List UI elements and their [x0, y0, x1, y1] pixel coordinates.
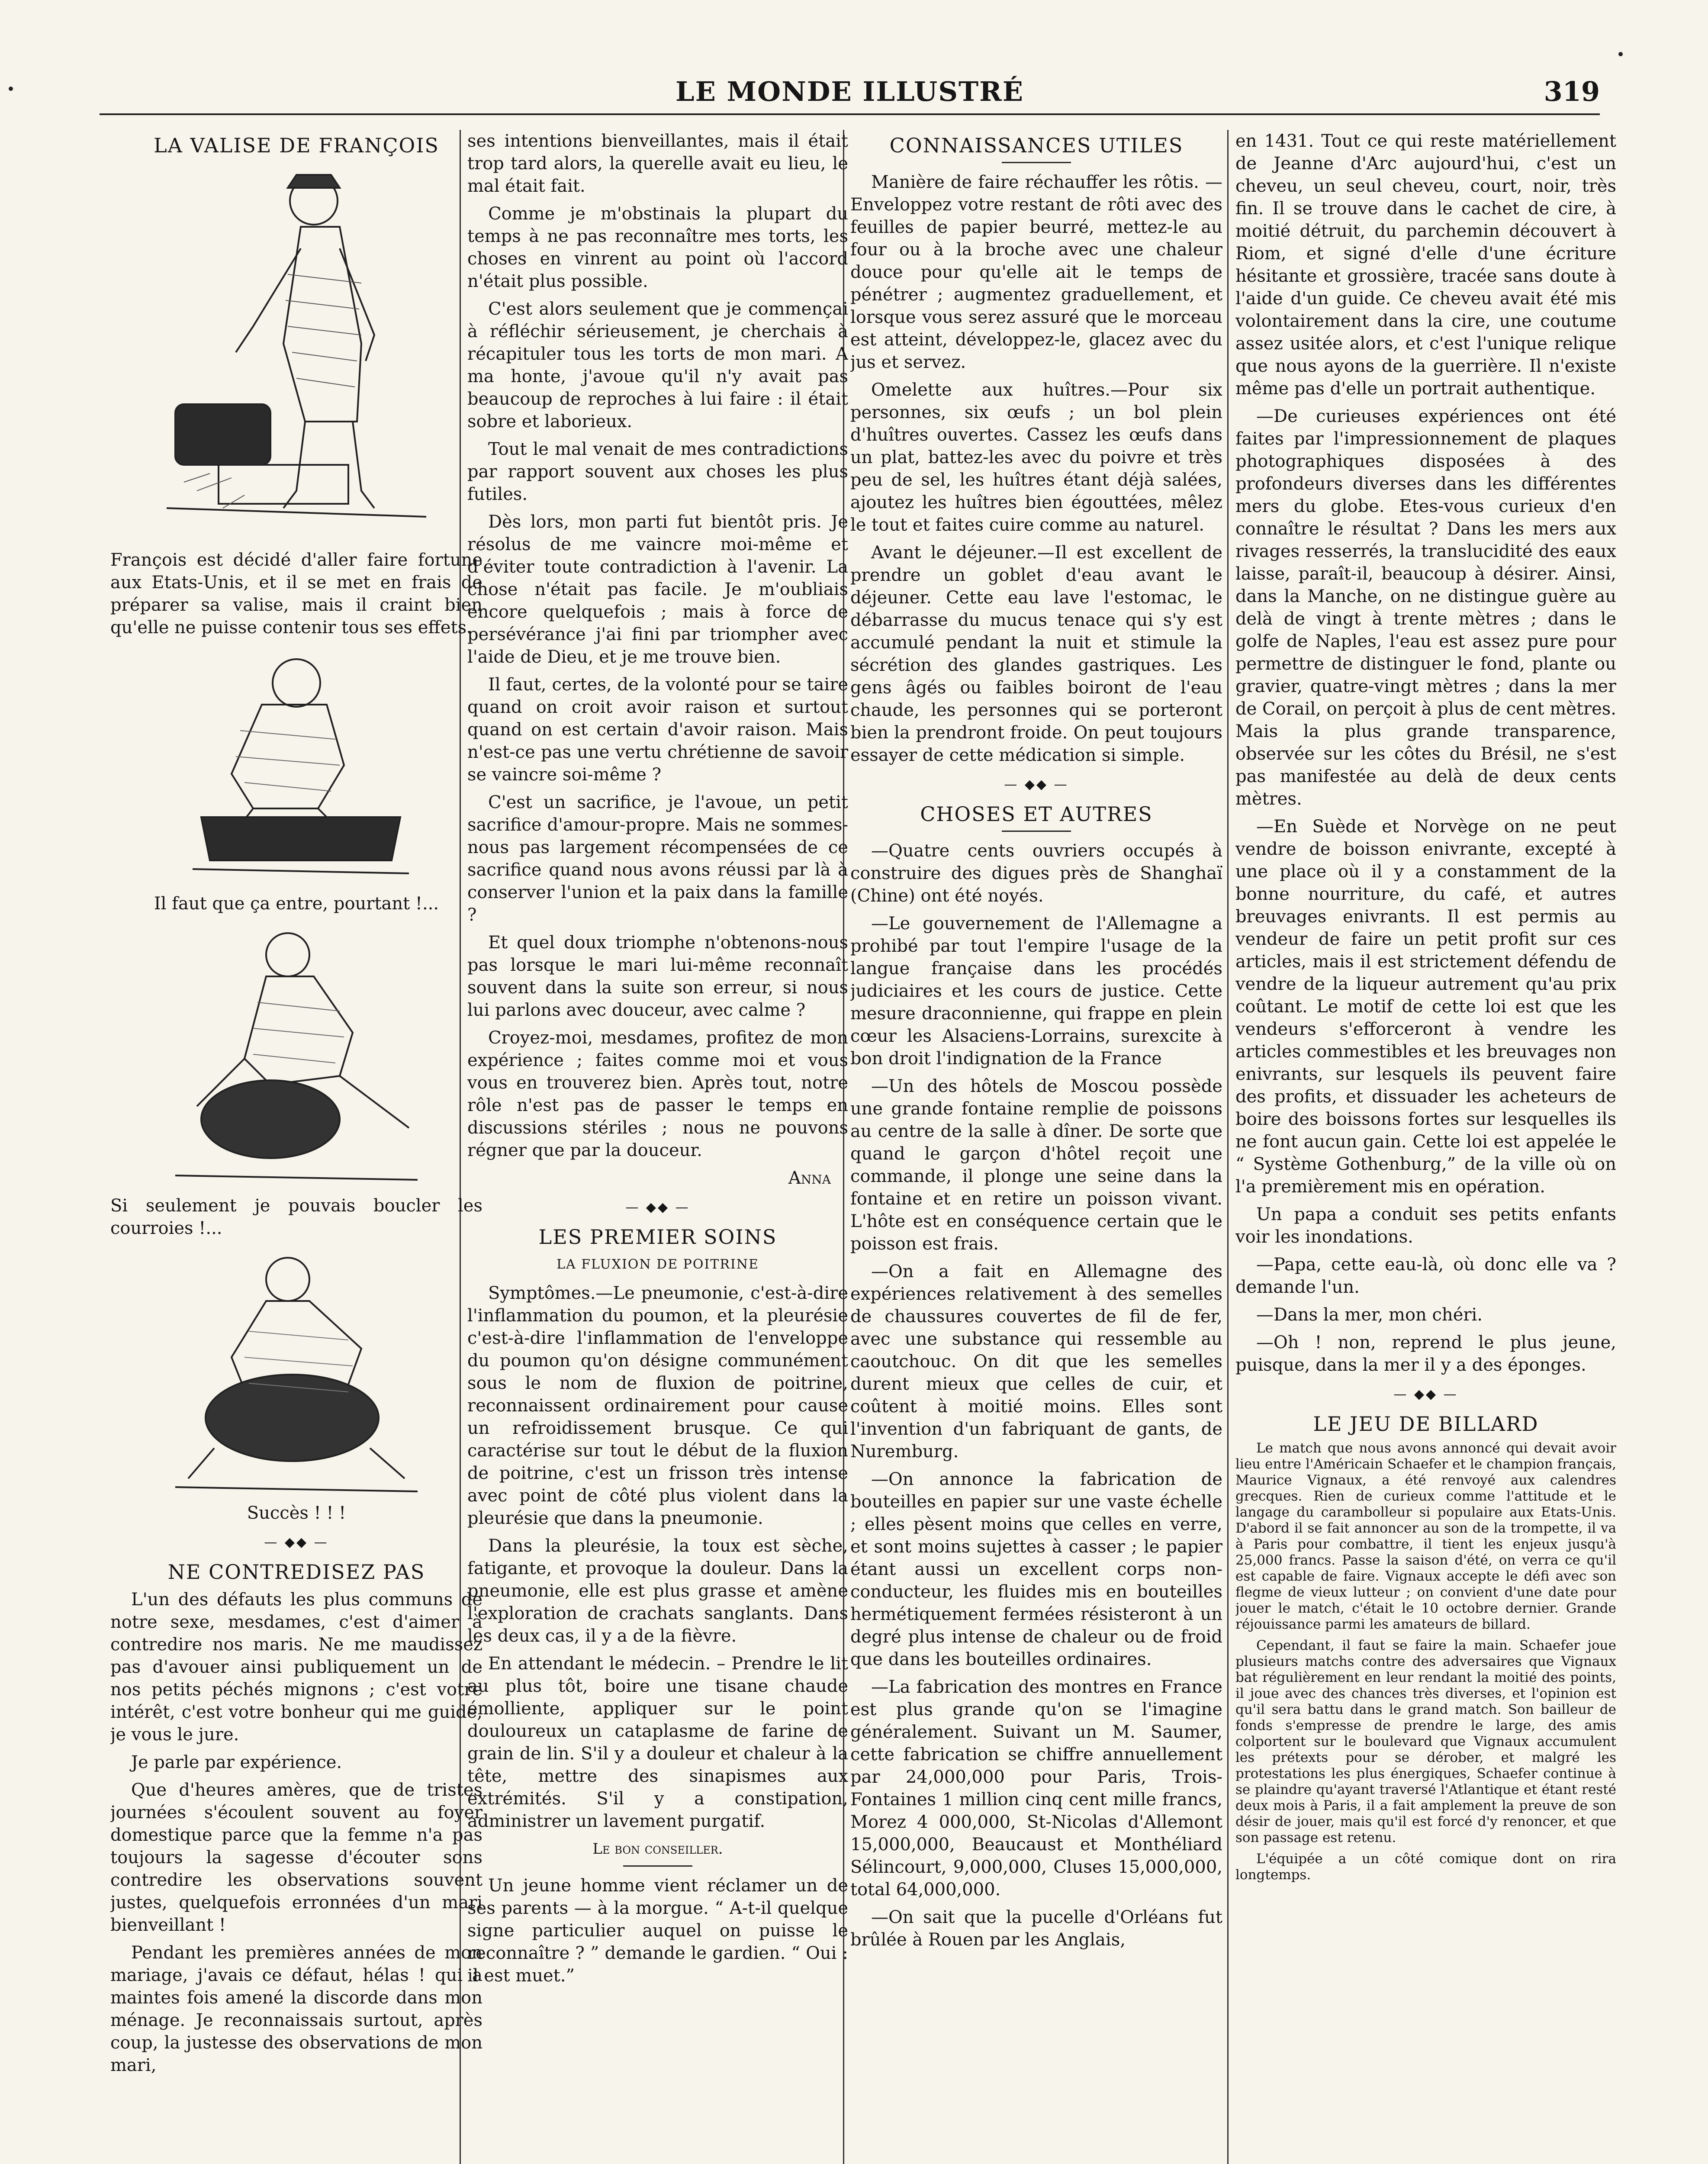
paragraph: en 1431. Tout ce qui reste matériellement de Jeanne d'Arc aujourd'hui, c'est un cheveu, un seul cheveu, court, noir, très fin. Il se trouve dans le cachet de cire, à moitié détruit, du parchemin découvert à Riom, et signé d'elle d'une écriture hésitante et grossière, tracée sans doute à l'aide d'un guide. Ce cheveu avait été mis volontairement dans la cire, une coutume assez usitée alors, et c'est l'unique relique que nous ayons de la guerrière. Il n'existe même pas d'elle un portrait authentique. [1235, 131, 1616, 399]
signature: Anna [788, 1168, 831, 1188]
paragraph: —De curieuses expériences ont été faites par l'impressionnement de plaques photographiques disposées à des profondeurs diverses dans les différentes mers du globe. Etes-vous curieux d'en connaître le résultat ? Dans les mers aux rivages resserrés, la translucidité des eaux laisse, paraît-il, beaucoup à désirer. Ainsi, dans la Manche, on ne distingue guère au delà de vingt à trente mètres ; dans le golfe de Naples, l'eau est assez pure pour permettre de distinguer le fond, plante ou gravier, quatre-vingt mètres ; dans la mer de Corail, on perçoit à plus de cent mètres. Mais la plus grande transparence, observée sur les côtes du Brésil, ne s'est pas manifestée au delà de deux cents mètres. [1235, 406, 1616, 809]
paragraph: L'équipée a un côté comique dont on rira longtemps. [1235, 1851, 1616, 1883]
paragraph: Omelette aux huîtres.—Pour six personnes, six œufs ; un bol plein d'huîtres ouvertes. Cassez les œufs dans un plat, battez-les avec du poivre et très peu de sel, les huîtres étant déjà salées, ajoutez les huîtres bien égouttées, mêlez le tout et faites cuire comme au naturel. [850, 380, 1222, 535]
paragraph: Croyez-moi, mesdames, profitez de mon expérience ; faites comme moi et vous vous en trouverez bien. Après tout, notre rôle n'est pas de passer le temps en discussions stériles ; nous ne pouvons régner que par la douceur. [467, 1028, 848, 1160]
divider [623, 1865, 692, 1867]
column-3 [850, 130, 1222, 2164]
paragraph: —On annonce la fabrication de bouteilles en papier sur une vaste échelle ; elles pèsent moins que celles en verre, et sont moins sujettes à casser ; le papier étant aussi un excellent corps non-conducteur, les fluides mis en bouteilles hermétiquement fermées résisteront à un degré plus intense de chaleur ou de froid que dans les bouteilles ordinaires. [850, 1469, 1222, 1669]
paragraph: Manière de faire réchauffer les rôtis. —Enveloppez votre restant de rôti avec des feuilles de papier beurré, mettez-le au four ou à la broche avec une chaleur douce pour qu'elle ait le temps de pénétrer ; augmentez graduellement, et lorsque vous serez assuré que le morceau est atteint, développez-le, glacez avec du jus et servez. [850, 172, 1222, 372]
divider [1002, 831, 1071, 832]
newspaper-title: LE MONDE ILLUSTRÉ [675, 76, 1024, 107]
caption-3: Si seulement je pouvais boucler les courroies !... [110, 1196, 482, 1238]
paragraph: —Papa, cette eau-là, où donc elle va ? demande l'un. [1235, 1255, 1616, 1297]
paragraph: Je parle par expérience. [131, 1752, 342, 1772]
signature: Le bon conseiller. [592, 1840, 723, 1858]
caption-4: Succès ! ! ! [247, 1503, 346, 1523]
article-title-valise: LA VALISE DE FRANÇOIS [154, 134, 439, 157]
paragraph: Il faut, certes, de la volonté pour se taire quand on croit avoir raison et surtout quand on est certain d'avoir raison. Mais n'est-ce pas une vertu chrétienne de savoir se vaincre soi-même ? [467, 675, 848, 785]
masthead [100, 76, 1600, 115]
paragraph: C'est alors seulement que je commençai à réfléchir sérieusement, je cherchais à récapituler tous les torts de mon mari. A ma honte, j'avoue qu'il n'y avait pas beaucoup de reproches à lui faire : il était sobre et laborieux. [467, 299, 848, 432]
illustration-packing-1 [158, 162, 435, 543]
paragraph: —Un des hôtels de Moscou possède une grande fontaine remplie de poissons au centre de la salle à dîner. De sorte que quand le garçon d'hôtel reçoit une commande, il plonge une seine dans la fontaine et en retire un poisson vivant. L'hôte est en conséquence certain que le poisson est frais. [850, 1076, 1222, 1254]
paragraph: Le match que nous avons annoncé qui devait avoir lieu entre l'Américain Schaefer et le champion français, Maurice Vignaux, a été renvoyé aux calendres grecques. Rien de curieux comme l'attitude et le langage du carambolleur si populaire aux Etats-Unis. D'abord il se fait annoncer au son de la trompette, il va à Paris pour combattre, il tient les enjeux jusqu'à 25,000 francs. Passe la saison d'été, on verra ce qu'il est capable de faire. Vignaux accepte le défi avec son flegme de vieux lutteur ; on convient d'une date pour jouer le match, c'était le 10 octobre dernier. Grande réjouissance parmi les amateurs de billard. [1235, 1440, 1616, 1632]
article-title-contredisez: NE CONTREDISEZ PAS [167, 1560, 425, 1584]
section-separator: — ◆◆ — [1004, 777, 1069, 792]
paragraph: —Dans la mer, mon chéri. [1256, 1305, 1483, 1325]
margin-mark [1618, 52, 1623, 56]
header-rule [100, 113, 1600, 115]
paragraph: ses intentions bienveillantes, mais il était trop tard alors, la querelle avait eu lieu, le mal était fait. [467, 131, 848, 196]
article-title-choses: CHOSES ET AUTRES [920, 802, 1153, 826]
page-number: 319 [1544, 76, 1600, 107]
paragraph: Dès lors, mon parti fut bientôt pris. Je résolus de me vaincre moi-même et d'éviter toute contradiction à l'avenir. La chose n'était pas facile. Je m'oubliais encore quelquefois ; mais à force de persévérance j'ai fini par triompher avec l'aide de Dieu, et je me trouve bien. [467, 512, 848, 667]
paragraph: —Oh ! non, reprend le plus jeune, puisque, dans la mer il y a des éponges. [1235, 1333, 1616, 1375]
paragraph: Un papa a conduit ses petits enfants voir les inondations. [1235, 1204, 1616, 1247]
paragraph: —La fabrication des montres en France est plus grande qu'on se l'imagine généralement. Suivant un M. Saumer, cette fabrication se chiffre annuellement par 24,000,000 pour Paris, Trois-Fontaines 1 million cinq cent mille francs, Morez 4 000,000, St-Nicolas d'Allemont 15,000,000, Beaucaust et Monthéliard Sélincourt, 9,000,000, Cluses 15,000,000, total 64,000,000. [850, 1677, 1222, 1900]
paragraph: Cependant, il faut se faire la main. Schaefer joue plusieurs matchs contre des adversaires que Vignaux bat régulièrement en leur rendant la moitié des points, il joue avec des chances très diverses, et l'opinion est qu'il sera battu dans le grand match. Son bailleur de fonds s'empresse de prendre le large, des amis colportent sur le boulevard que Vignaux accumulent les prétexts pour se dérober, et malgré les protestations les plus énergiques, Schaefer continue à se plaindre qu'ayant traversé l'Atlantique et étant resté deux mois à Paris, il a fait amplement la preuve de son désir de jouer, mais qu'il est forcé d'y renoncer, et que son passage est retenu. [1235, 1638, 1616, 1845]
section-separator: — ◆◆ — [625, 1200, 690, 1215]
illustration-packing-2 [175, 644, 418, 886]
paragraph: —Le gouvernement de l'Allemagne a prohibé par tout l'empire l'usage de la langue française dans les procédés judiciaires et les cours de justice. Cette mesure draconnienne, qui frappe en plein cœur les Alsaciens-Lorrains, surexcite à bon droit l'indignation de la France [850, 914, 1222, 1069]
section-separator: — ◆◆ — [264, 1535, 329, 1550]
paragraph: En attendant le médecin. – Prendre le lit au plus tôt, boire une tisane chaude émolliente, appliquer sur le point douloureux un cataplasme de farine de grain de lin. S'il y a douleur et chaleur à la tête, mettre des sinapismes aux extrémités. S'il y a constipation, administrer un lavement purgatif. [467, 1654, 848, 1831]
paragraph: —On sait que la pucelle d'Orléans fut brûlée à Rouen par les Anglais, [850, 1907, 1222, 1950]
paragraph: —On a fait en Allemagne des expériences relativement à des semelles de chaussures couvertes de fil de fer, avec une substance qui ressemble au caoutchouc. On dit que les semelles durent mieux que celles de cuir, et coûtent à moitié moins. Elles sont l'invention d'un fabriquant de gants, de Nuremburg. [850, 1262, 1222, 1462]
paragraph: —En Suède et Norvège on ne peut vendre de boisson enivrante, excepté à une place où il y a constamment de la bonne nourriture, du café, et autres breuvages enivrants. Il est permis au vendeur de faire un petit profit sur ces articles, mais il est strictement défendu de vendre de la liqueur autrement qu'au prix coûtant. Le motif de cette loi est que les vendeurs s'efforceront à vendre les articles commestibles et les breuvages non enivrants, sur lesquels ils peuvent faire des profits, et dissuader les acheteurs de boire des boissons fortes sur lesquelles ils ne font aucun gain. Cette loi est appelée le “ Système Gothenburg,” de la ville où on l'a premièrement mis en opération. [1235, 817, 1616, 1197]
paragraph: Et quel doux triomphe n'obtenons-nous pas lorsque le mari lui-même reconnaît souvent dans la suite son erreur, si nous lui parlons avec douceur, avec calme ? [467, 933, 848, 1020]
section-separator: — ◆◆ — [1393, 1387, 1458, 1402]
paragraph: L'un des défauts les plus communs de notre sexe, mesdames, c'est d'aimer à contredire nos maris. Ne me maudissez pas d'avouer ainsi publiquement un de nos petits péchés mignons ; c'est votre intérêt, c'est votre bonheur qui me guide, je vous le jure. [110, 1590, 482, 1745]
article-title-premiers-soins: LES PREMIER SOINS [538, 1225, 777, 1249]
article-title-billard: LE JEU DE BILLARD [1313, 1412, 1539, 1436]
caption-1: François est décidé d'aller faire fortune aux Etats-Unis, et il se met en frais de préparer sa valise, mais il craint bien qu'elle ne puisse contenir tous ses effets. [110, 550, 482, 638]
divider [1002, 162, 1071, 163]
paragraph: Symptômes.—Le pneumonie, c'est-à-dire l'inflammation du poumon, et la pleurésie c'est-à-dire l'inflammation de l'enveloppe du poumon qu'on désigne communément sous le nom de fluxion de poitrine, reconnaissent ordinairement pour cause un refroidissement brusque. Ce qui caractérise sur tout le début de la fluxion de poitrine, c'est un frisson très intense avec point de côté plus violent dans la pleurésie que dans la pneumonie. [467, 1283, 848, 1528]
paragraph: Que d'heures amères, que de tristes journées s'écoulent souvent au foyer domestique parce que la femme n'a pas toujours la sagesse d'écouter sons contredire les observations souvent justes, quelquefois erronnées d'un mari bienveillant ! [110, 1780, 482, 1935]
paragraph: C'est un sacrifice, je l'avoue, un petit sacrifice d'amour-propre. Mais ne sommes-nous pas largement récompensées de ce sacrifice quand nous avons réussi par là à conserver l'union et la paix dans la famille ? [467, 792, 848, 925]
column-1 [110, 130, 482, 2164]
paragraph: Tout le mal venait de mes contradictions par rapport souvent aux choses les plus futiles. [467, 439, 848, 504]
paragraph: Pendant les premières années de mon mariage, j'avais ce défaut, hélas ! qui a maintes fois amené la discorde dans mon ménage. Je reconnaissais surtout, après coup, la justesse des observations de mon mari, [110, 1943, 482, 2075]
paragraph: Dans la pleurésie, la toux est sèche, fatigante, et provoque la douleur. Dans la pneumonie, elle est plus grasse et amène l'exploration de crachats sanglants. Dans les deux cas, il y a de la fièvre. [467, 1536, 848, 1646]
paragraph: Avant le déjeuner.—Il est excellent de prendre un goblet d'eau avant le déjeuner. Cette eau lave l'estomac, le débarrasse du mucus tenace qui s'y est accumulé pendant la nuit et stimule la sécrétion des glandes gastriques. Les gens âgés ou faibles boiront de l'eau chaude, les personnes qui se porteront bien la prendront froide. On peut toujours essayer de cette médication si simple. [850, 543, 1222, 765]
column-rule [1227, 130, 1229, 2164]
paragraph: Un jeune homme vient réclamer un de ses parents — à la morgue. “ A-t-il quelque signe particulier auquel on puisse le reconnaître ? ” demande le gardien. “ Oui : il est muet.” [467, 1876, 848, 1986]
column-4 [1235, 130, 1616, 2164]
caption-2: Il faut que ça entre, pourtant !... [154, 894, 439, 914]
paragraph: —Quatre cents ouvriers occupés à construire des digues près de Shanghaï (Chine) ont été noyés. [850, 841, 1222, 906]
margin-mark [9, 87, 13, 91]
article-title-connaissances: CONNAISSANCES UTILES [889, 134, 1184, 157]
paragraph: Comme je m'obstinais la plupart du temps à ne pas reconnaître mes torts, les choses en vinrent au point où l'accord n'était plus possible. [467, 204, 848, 291]
column-2 [467, 130, 848, 2164]
article-subtitle: LA FLUXION DE POITRINE [556, 1257, 759, 1272]
illustration-packing-3 [158, 920, 435, 1188]
illustration-packing-4 [162, 1245, 431, 1496]
